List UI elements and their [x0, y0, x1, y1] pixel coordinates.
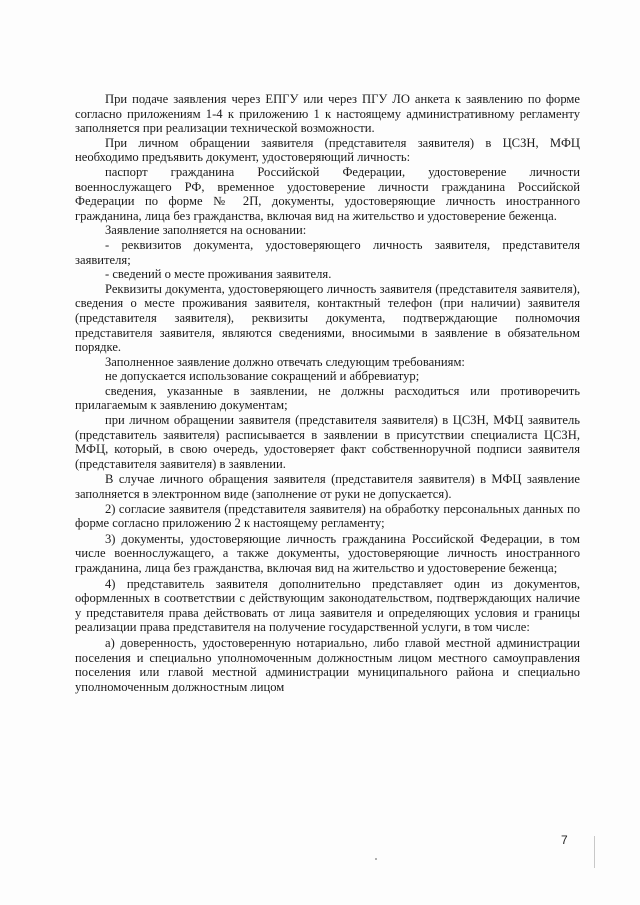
page-number: 7 — [561, 833, 568, 847]
paragraph-power-of-attorney: а) доверенность, удостоверенную нотариально, либо главой местной администрации поселения и специально уполномоченным должностным лицом местного самоуправления поселения или главой местной администрации муниципального района и специально уполномоченным должностным лицом — [75, 635, 580, 694]
paragraph-item-id-details: - реквизитов документа, удостоверяющего личность заявителя, представителя заявителя; — [75, 237, 580, 267]
paragraph-filled-on-basis: Заявление заполняется на основании: — [105, 223, 307, 238]
paragraph-no-contradictions: сведения, указанные в заявлении, не должны расходиться или противоречить прилагаемым к заявлению документам; — [75, 383, 580, 413]
paragraph-identity-documents: 3) документы, удостоверяющие личность гражданина Российской Федерации, в том числе военнослужащего, а также документы, удостоверяющие личность иностранного гражданина, лица без гражданства, включая вид на жительство и удостоверение беженца; — [75, 531, 580, 575]
scan-artifact-line — [594, 836, 595, 868]
paragraph-no-abbreviations: не допускается использование сокращений и аббревиатур; — [105, 369, 420, 384]
document-body — [75, 92, 580, 694]
paragraph-personal-visit: При личном обращении заявителя (представителя заявителя) в ЦСЗН, МФЦ необходимо предъявить документ, удостоверяющий личность: — [75, 135, 580, 165]
paragraph-representative: 4) представитель заявителя дополнительно представляет один из документов, оформленных в соответствии с действующим законодательством, подтверждающих наличие у представителя права действовать от лица заявителя и определяющих условия и границы реализации права представителя на получение государственной услуги, в том числе: — [75, 576, 580, 635]
paragraph-epgu-application: При подаче заявления через ЕПГУ или через ПГУ ЛО анкета к заявлению по форме согласно приложениям 1-4 к приложению 1 к настоящему административному регламенту заполняется при реализации технической возможности. — [75, 92, 580, 136]
paragraph-id-documents: паспорт гражданина Российской Федерации, удостоверение личности военнослужащего РФ, временное удостоверение личности гражданина Российской Федерации по форме № 2П, документы, удостоверяющие личность иностранного гражданина, лица без гражданства, включая вид на жительство и удостоверение беженца. — [75, 164, 580, 223]
paragraph-signature: при личном обращении заявителя (представителя заявителя) в ЦСЗН, МФЦ заявитель (представитель заявителя) расписывается в заявлении в присутствии специалиста ЦСЗН, МФЦ, который, в свою очередь, удостоверяет факт собственноручной подписи заявителя (представителя заявителя) в заявлении. — [75, 413, 580, 471]
paragraph-requirements: Заполненное заявление должно отвечать следующим требованиям: — [105, 354, 465, 369]
paragraph-item-residence: - сведений о месте проживания заявителя. — [105, 267, 332, 282]
scan-artifact-dot — [375, 858, 377, 860]
paragraph-mfc-electronic: В случае личного обращения заявителя (представителя заявителя) в МФЦ заявление заполняется в электронном виде (заполнение от руки не допускается). — [75, 472, 580, 502]
paragraph-mandatory-details: Реквизиты документа, удостоверяющего личность заявителя (представителя заявителя), сведения о месте проживания заявителя, контактный телефон (при наличии) заявителя (представителя заявителя), реквизиты документа, подтверждающие полномочия представителя заявителя, являются сведениями, вносимыми в заявление в обязательном порядке. — [75, 281, 580, 355]
paragraph-consent: 2) согласие заявителя (представителя заявителя) на обработку персональных данных по форме согласно приложению 2 к настоящему регламенту; — [75, 501, 580, 531]
